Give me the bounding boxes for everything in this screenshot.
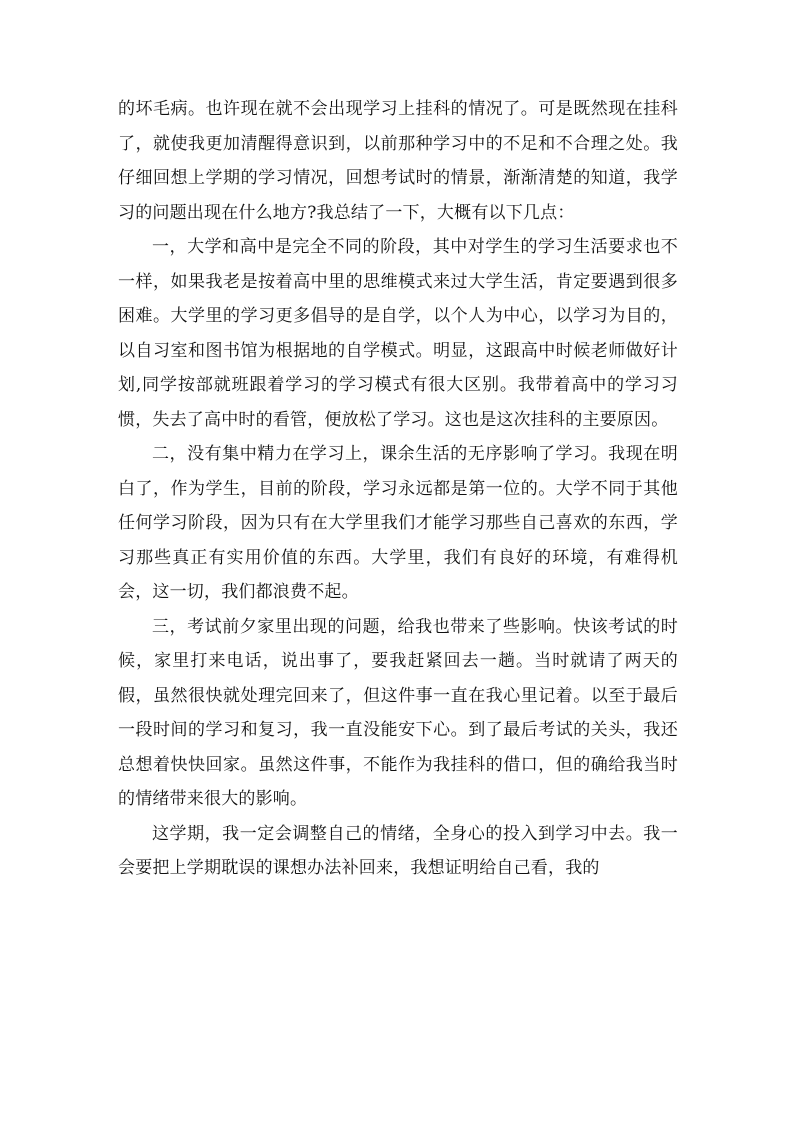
paragraph-point-three: 三，考试前夕家里出现的问题，给我也带来了些影响。快该考试的时候，家里打来电话，说出事了，要我赶紧回去一趟。当时就请了两天的假，虽然很快就处理完回来了，但这件事一直在我心里记着。以至于最后一段时间的学习和复习，我一直没能安下心。到了最后考试的关头，我还总想着快快回家。虽然这件事，不能作为我挂科的借口，但的确给我当时的情绪带来很大的影响。 <box>118 616 678 809</box>
paragraph-this-semester: 这学期，我一定会调整自己的情绪，全身心的投入到学习中去。我一会要把上学期耽误的课想办法补回来，我想证明给自己看，我的 <box>118 823 678 878</box>
paragraph-point-one: 一，大学和高中是完全不同的阶段，其中对学生的学习生活要求也不一样，如果我老是按着高中里的思维模式来过大学生活，肯定要遇到很多困难。大学里的学习更多倡导的是自学，以个人为中心，以学习为目的，以自习室和图书馆为根据地的自学模式。明显，这跟高中时候老师做好计划,同学按部就班跟着学习的学习模式有很大区别。我带着高中的学习习惯，失去了高中时的看管，便放松了学习。这也是这次挂科的主要原因。 <box>118 237 678 430</box>
document-body <box>118 92 678 886</box>
paragraph-point-two: 二，没有集中精力在学习上，课余生活的无序影响了学习。我现在明白了，作为学生，目前的阶段，学习永远都是第一位的。大学不同于其他任何学习阶段，因为只有在大学里我们才能学习那些自己喜欢的东西，学习那些真正有实用价值的东西。大学里，我们有良好的环境，有难得机会，这一切，我们都浪费不起。 <box>118 444 678 602</box>
paragraph-continuation: 的坏毛病。也许现在就不会出现学习上挂科的情况了。可是既然现在挂科了，就使我更加清醒得意识到，以前那种学习中的不足和不合理之处。我仔细回想上学期的学习情况，回想考试时的情景，渐渐清楚的知道，我学习的问题出现在什么地方?我总结了一下，大概有以下几点： <box>118 99 678 223</box>
